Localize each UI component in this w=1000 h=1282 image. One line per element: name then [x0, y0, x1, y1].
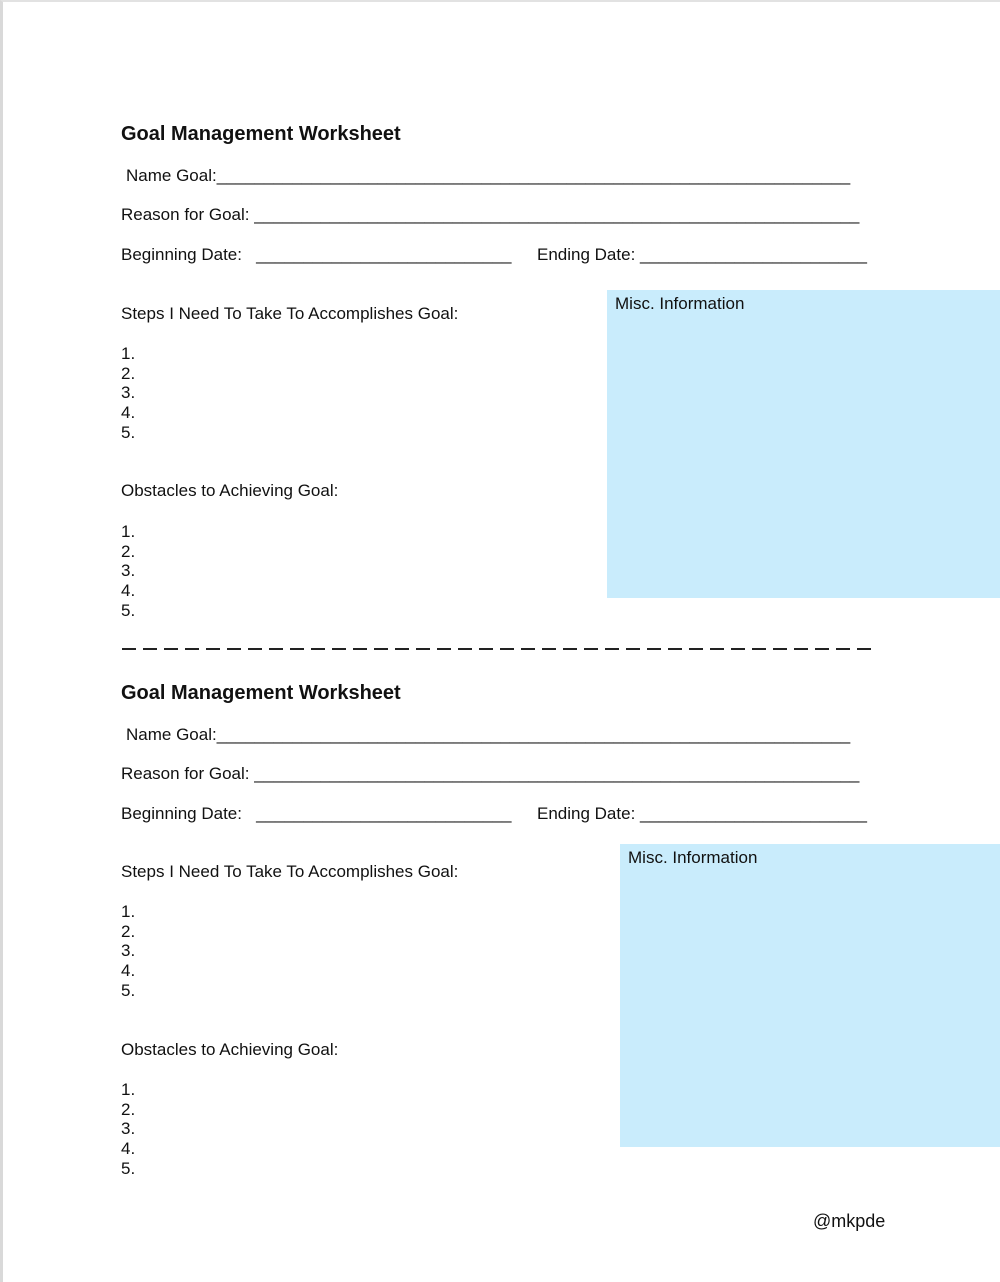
list-item: 3. — [121, 561, 136, 581]
list-item: 5. — [121, 1158, 136, 1178]
steps-heading: Steps I Need To Take To Accomplishes Goal: — [121, 304, 459, 323]
misc-information-label: Misc. Information — [615, 294, 745, 313]
list-item: 5. — [121, 422, 136, 442]
list-item: 1. — [121, 522, 136, 541]
list-item: 2. — [121, 541, 136, 561]
cut-line-divider — [122, 648, 878, 650]
list-item: 4. — [121, 961, 136, 981]
misc-information-box[interactable] — [620, 844, 1000, 1147]
obstacles-heading: Obstacles to Achieving Goal: — [121, 1040, 339, 1059]
reason-goal-field[interactable]: Reason for Goal: ________________________________________________________________ — [121, 764, 860, 783]
list-item: 1. — [121, 1080, 136, 1099]
steps-list — [121, 344, 135, 442]
name-goal-field[interactable]: Name Goal:___________________________________________________________________ — [126, 725, 851, 744]
ending-date-field[interactable]: Ending Date: ________________________ — [537, 804, 867, 823]
list-item: 3. — [121, 941, 136, 961]
author-handle: @mkpde — [813, 1211, 886, 1231]
list-item: 4. — [121, 581, 136, 601]
list-item: 5. — [121, 600, 136, 620]
list-item: 2. — [121, 921, 136, 941]
obstacles-list — [121, 1080, 135, 1178]
reason-goal-field[interactable]: Reason for Goal: ________________________________________________________________ — [121, 205, 860, 224]
list-item: 1. — [121, 902, 136, 921]
steps-list — [121, 902, 135, 1000]
ending-date-field[interactable]: Ending Date: ________________________ — [537, 245, 867, 264]
misc-information-label: Misc. Information — [628, 848, 758, 867]
list-item: 5. — [121, 980, 136, 1000]
list-item: 4. — [121, 403, 136, 423]
misc-information-box[interactable] — [607, 290, 1000, 598]
list-item: 1. — [121, 344, 136, 363]
beginning-date-field[interactable]: Beginning Date: ___________________________ — [121, 245, 512, 264]
worksheet-title: Goal Management Worksheet — [121, 682, 401, 704]
list-item: 2. — [121, 363, 136, 383]
list-item: 3. — [121, 383, 136, 403]
list-item: 3. — [121, 1119, 136, 1139]
obstacles-heading: Obstacles to Achieving Goal: — [121, 481, 339, 500]
list-item: 4. — [121, 1139, 136, 1159]
worksheet-title: Goal Management Worksheet — [121, 123, 401, 145]
name-goal-field[interactable]: Name Goal:___________________________________________________________________ — [126, 166, 851, 185]
list-item: 2. — [121, 1099, 136, 1119]
beginning-date-field[interactable]: Beginning Date: ___________________________ — [121, 804, 512, 823]
obstacles-list — [121, 522, 135, 620]
steps-heading: Steps I Need To Take To Accomplishes Goal: — [121, 862, 459, 881]
